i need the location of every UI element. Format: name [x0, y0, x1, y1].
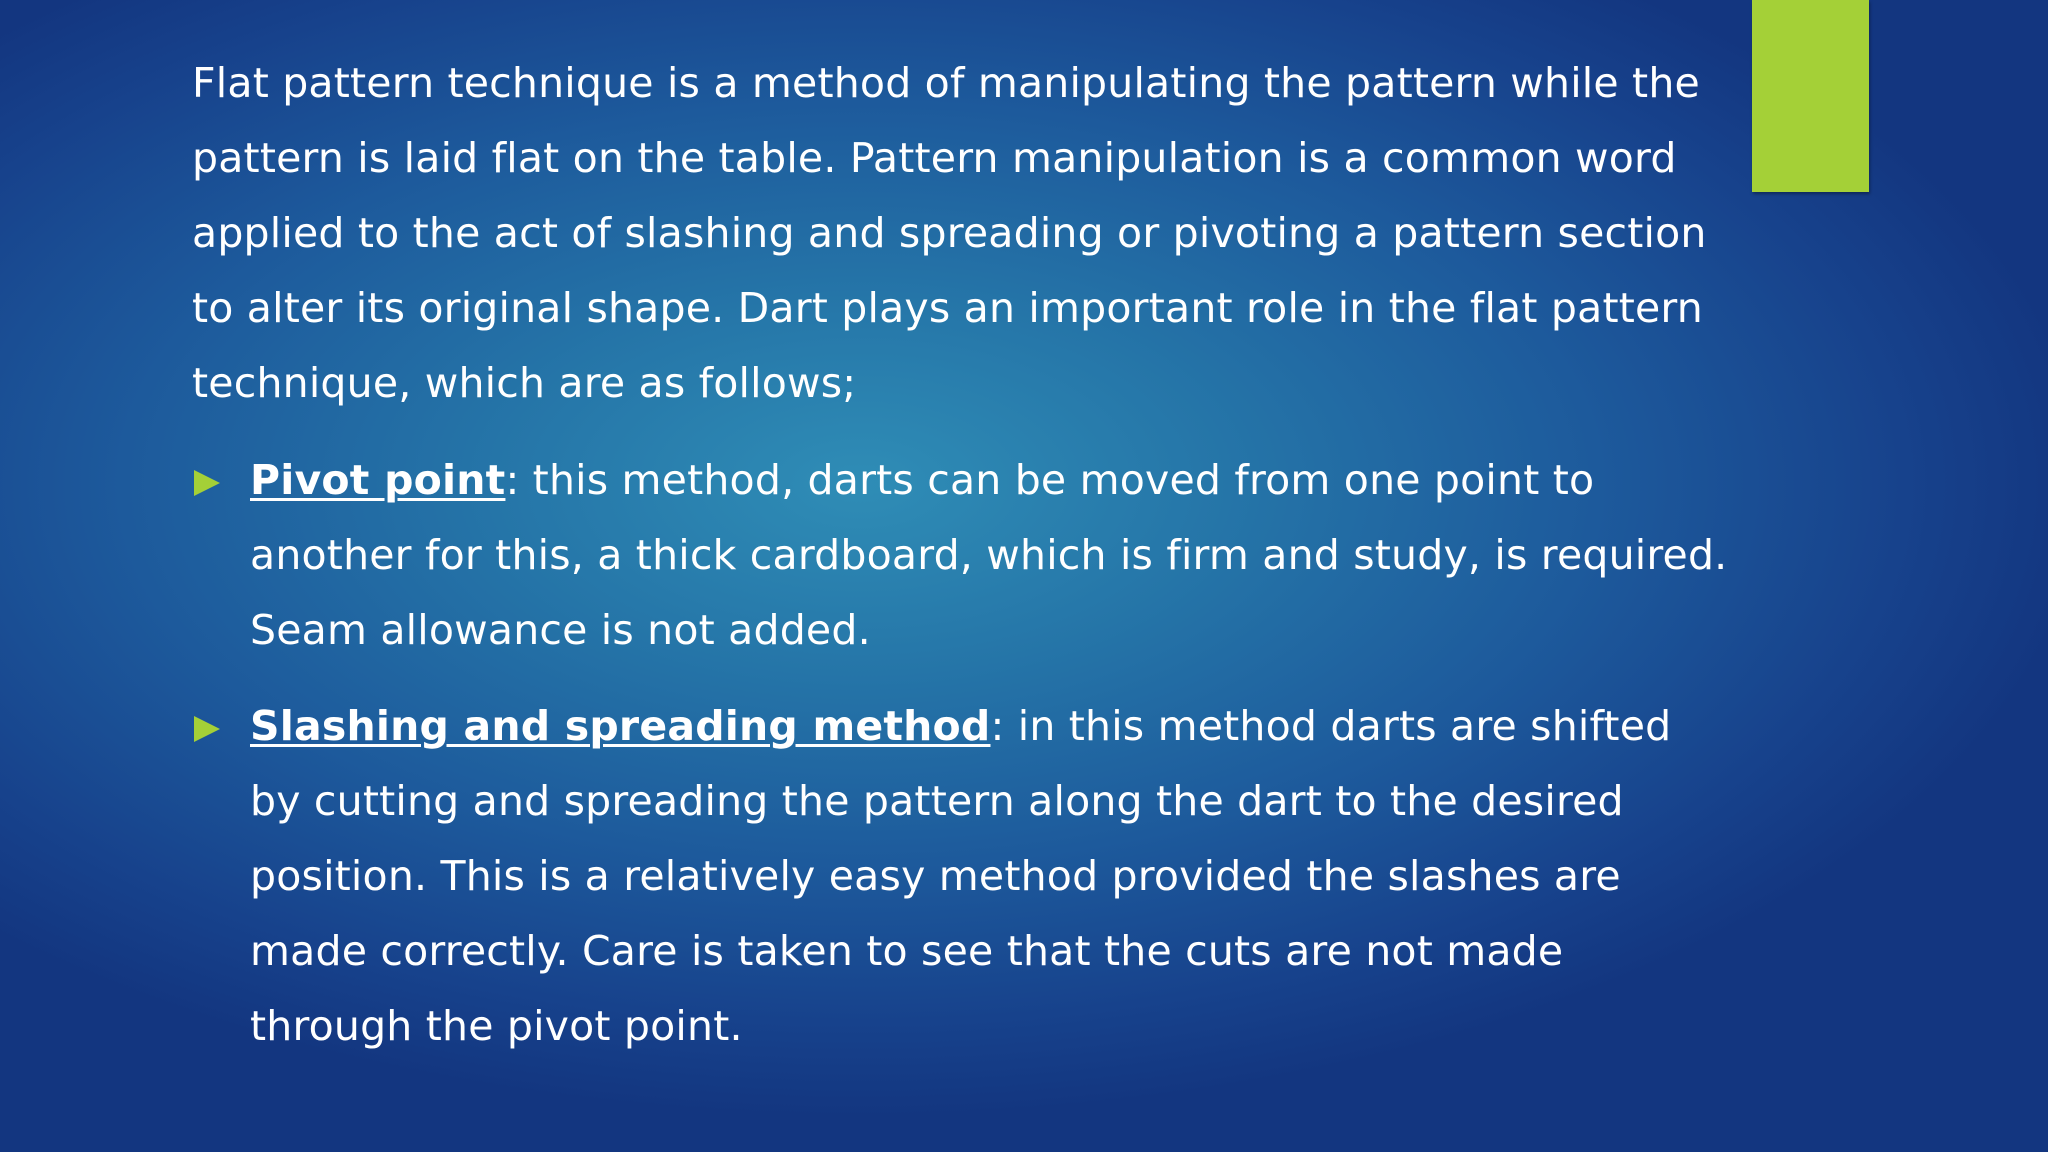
bullet-term: Pivot point — [250, 456, 506, 504]
bullet-term: Slashing and spreading method — [250, 702, 991, 750]
bullet-list — [192, 443, 1732, 1064]
triangle-bullet-icon — [194, 689, 226, 764]
intro-paragraph: Flat pattern technique is a method of manipulating the pattern while the pattern is laid flat on the table. Pattern manipulation is a common word applied to the act of slashing and spreading or pivoting a pattern section to alter its original shape. Dart plays an important role in the flat pattern technique, which are as follows; — [192, 59, 1707, 407]
triangle-bullet-icon — [194, 443, 226, 518]
bullet-item-slashing-spreading — [192, 689, 1732, 1064]
accent-bar — [1752, 0, 1869, 192]
bullet-item-pivot-point — [192, 443, 1732, 668]
bullet-text: : in this method darts are shifted by cutting and spreading the pattern along the dart to the desired position. This is a relatively easy method provided the slashes are made correctly. Care is taken to see that the cuts are not made through the pivot point. — [250, 702, 1672, 1050]
bullet-text: : this method, darts can be moved from one point to another for this, a thick cardboard, which is firm and study, is required. Seam allowance is not added. — [250, 456, 1728, 654]
slide-content — [192, 46, 1732, 1085]
